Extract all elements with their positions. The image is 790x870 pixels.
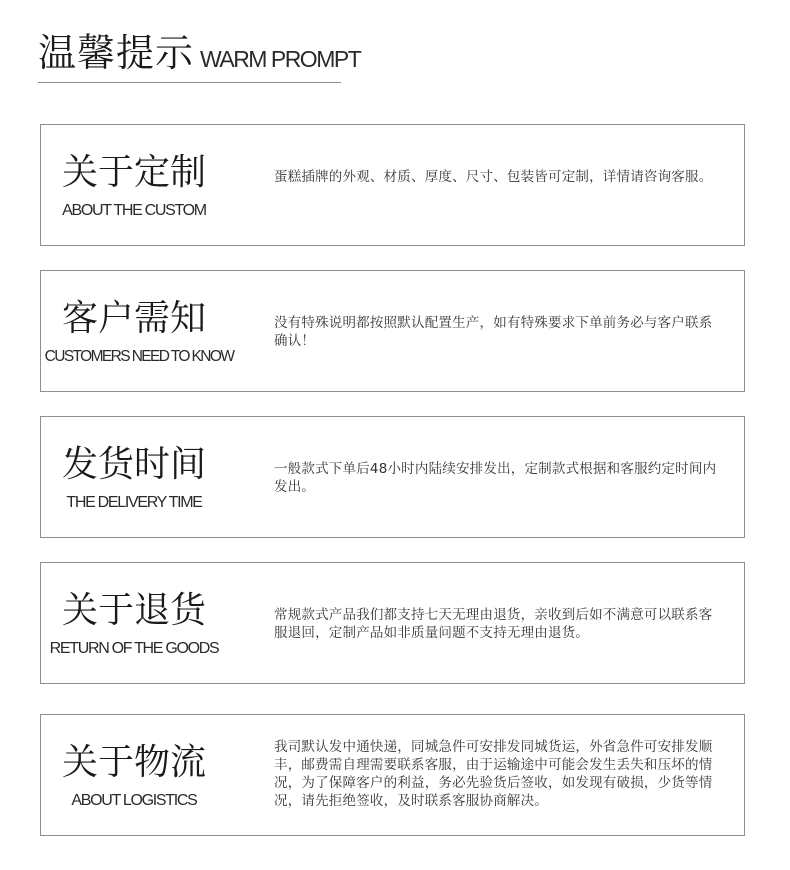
section-label xyxy=(41,563,269,683)
section-title-en: RETURN OF THE GOODS xyxy=(49,640,219,657)
section-title-cn: 客户需知 xyxy=(61,298,206,339)
section-title-en: CUSTOMERS NEED TO KNOW xyxy=(44,348,234,365)
header-divider xyxy=(38,82,341,83)
section-returns xyxy=(40,562,745,684)
section-label xyxy=(41,715,269,835)
page-subtitle: WARM PROMPT xyxy=(200,46,361,72)
section-delivery-time xyxy=(40,416,745,538)
section-description: 我司默认发中通快递，同城急件可安排发同城货运，外省急件可安排发顺丰，邮费需自理需要联系客服，由于运输途中可能会发生丢失和压坏的情况，为了保障客户的利益，务必先验货后签收，如发现有破损，少货等情况，请先拒绝签收，及时联系客服协商解决。 xyxy=(274,739,713,809)
section-description: 常规款式产品我们都支持七天无理由退货，亲收到后如不满意可以联系客服退回，定制产品如非质量问题不支持无理由退货。 xyxy=(274,607,713,641)
section-label xyxy=(41,271,269,391)
page-title: 温馨提示 xyxy=(38,31,195,75)
section-title-cn: 关于退货 xyxy=(61,590,206,631)
section-logistics xyxy=(40,714,745,836)
section-label xyxy=(41,417,269,537)
section-custom xyxy=(40,124,745,246)
section-title-cn: 关于物流 xyxy=(61,742,206,783)
section-description: 蛋糕插牌的外观、材质、厚度、尺寸、包装皆可定制，详情请咨询客服。 xyxy=(274,169,713,185)
warm-prompt-header xyxy=(38,30,361,86)
section-title-en: ABOUT LOGISTICS xyxy=(71,792,197,809)
section-description: 没有特殊说明都按照默认配置生产，如有特殊要求下单前务必与客户联系确认！ xyxy=(274,315,713,349)
section-title-en: ABOUT THE CUSTOM xyxy=(62,202,206,219)
section-label xyxy=(41,125,269,245)
section-customer-notice xyxy=(40,270,745,392)
section-title-en: THE DELIVERY TIME xyxy=(66,494,202,511)
section-description: 一般款式下单后48小时内陆续安排发出，定制款式根据和客服约定时间内发出。 xyxy=(274,461,717,495)
section-title-cn: 关于定制 xyxy=(61,152,206,193)
section-title-cn: 发货时间 xyxy=(61,444,206,485)
